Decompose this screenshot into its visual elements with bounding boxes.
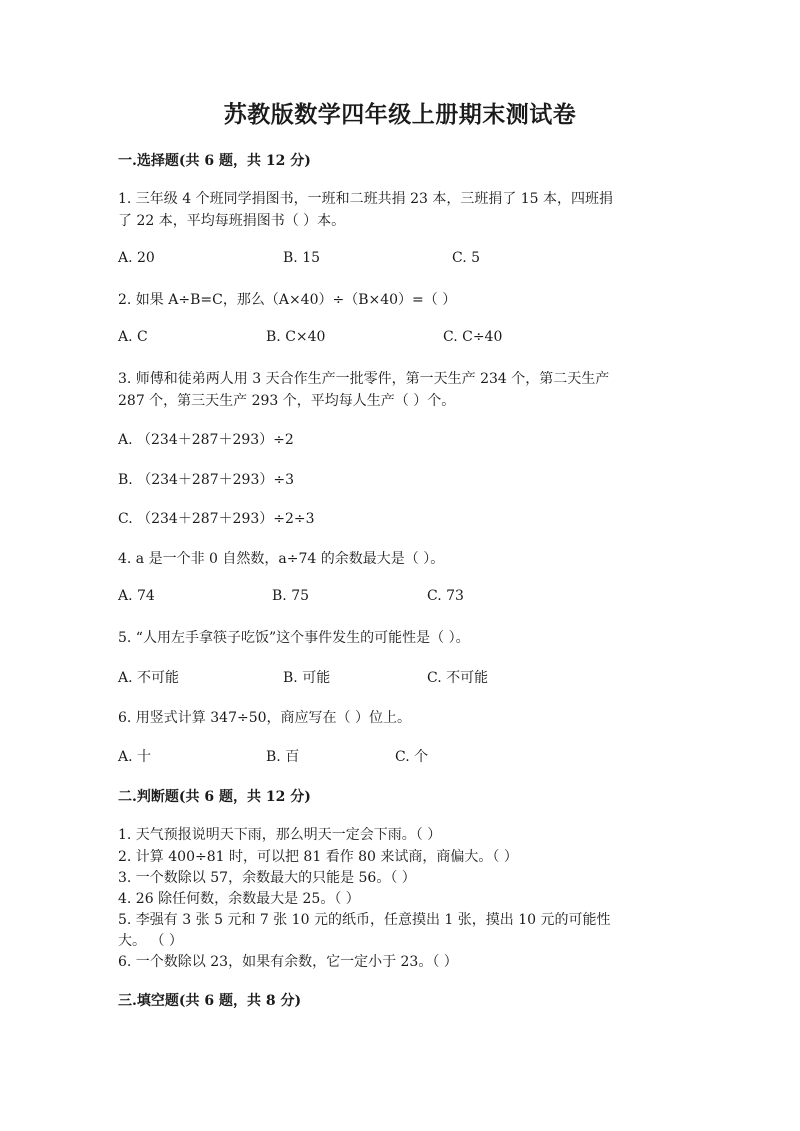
question-3-line-2: 287 个，第三天生产 293 个，平均每人生产（ ）个。: [118, 393, 456, 409]
question-2-option-b: B. C×40: [266, 329, 326, 345]
judgement-item-1: 1. 天气预报说明天下雨，那么明天一定会下雨。（ ）: [118, 827, 442, 843]
question-3-option-c: C. （234＋287＋293）÷2÷3: [118, 511, 315, 527]
question-4-option-a: A. 74: [118, 588, 155, 604]
question-6-option-b: B. 百: [266, 749, 300, 765]
question-5-option-b: B. 可能: [283, 670, 331, 686]
question-5-option-c: C. 不可能: [427, 670, 489, 686]
question-1-line-1: 1. 三年级 4 个班同学捐图书，一班和二班共捐 23 本，三班捐了 15 本，四班捐: [118, 191, 614, 207]
question-1-line-2: 了 22 本，平均每班捐图书（ ）本。: [118, 213, 346, 229]
question-1-option-a: A. 20: [118, 250, 155, 266]
question-3-option-a: A. （234＋287＋293）÷2: [118, 432, 294, 448]
section-heading-choice: 一.选择题(共 6 题，共 12 分): [118, 153, 311, 169]
question-6-line-1: 6. 用竖式计算 347÷50，商应写在（ ）位上。: [118, 710, 411, 726]
section-heading-fill-in: 三.填空题(共 6 题，共 8 分): [118, 993, 302, 1009]
question-6-option-a: A. 十: [118, 749, 152, 765]
question-2-option-a: A. C: [118, 329, 148, 345]
question-1-option-b: B. 15: [283, 250, 321, 266]
judgement-item-2: 2. 计算 400÷81 时，可以把 81 看作 80 来试商，商偏大。（ ）: [118, 849, 518, 865]
question-4-line-1: 4. a 是一个非 0 自然数，a÷74 的余数最大是（ ）。: [118, 551, 445, 567]
question-3-option-b: B. （234＋287＋293）÷3: [118, 472, 294, 488]
question-1-option-c: C. 5: [452, 250, 481, 266]
question-3-line-1: 3. 师傅和徒弟两人用 3 天合作生产一批零件，第一天生产 234 个，第二天生产: [118, 371, 610, 387]
question-4-option-b: B. 75: [272, 588, 310, 604]
judgement-item-5-line-2: 大。 （ ）: [118, 933, 183, 949]
page-title: 苏教版数学四年级上册期末测试卷: [223, 101, 577, 128]
section-heading-judgement: 二.判断题(共 6 题，共 12 分): [118, 789, 311, 805]
question-5-option-a: A. 不可能: [118, 670, 180, 686]
question-2-line-1: 2. 如果 A÷B=C，那么（A×40）÷（B×40）=（ ）: [118, 292, 457, 308]
question-2-option-c: C. C÷40: [443, 329, 503, 345]
judgement-item-5-line-1: 5. 李强有 3 张 5 元和 7 张 10 元的纸币，任意摸出 1 张，摸出 10 元的可能性: [118, 912, 611, 928]
question-4-option-c: C. 73: [427, 588, 464, 604]
question-6-option-c: C. 个: [395, 749, 429, 765]
question-5-line-1: 5. “人用左手拿筷子吃饭”这个事件发生的可能性是（ ）。: [118, 630, 470, 646]
judgement-item-3: 3. 一个数除以 57，余数最大的只能是 56。（ ）: [118, 870, 416, 886]
judgement-item-4: 4. 26 除任何数，余数最大是 25。（ ）: [118, 891, 360, 907]
judgement-item-6: 6. 一个数除以 23，如果有余数，它一定小于 23。（ ）: [118, 954, 458, 970]
